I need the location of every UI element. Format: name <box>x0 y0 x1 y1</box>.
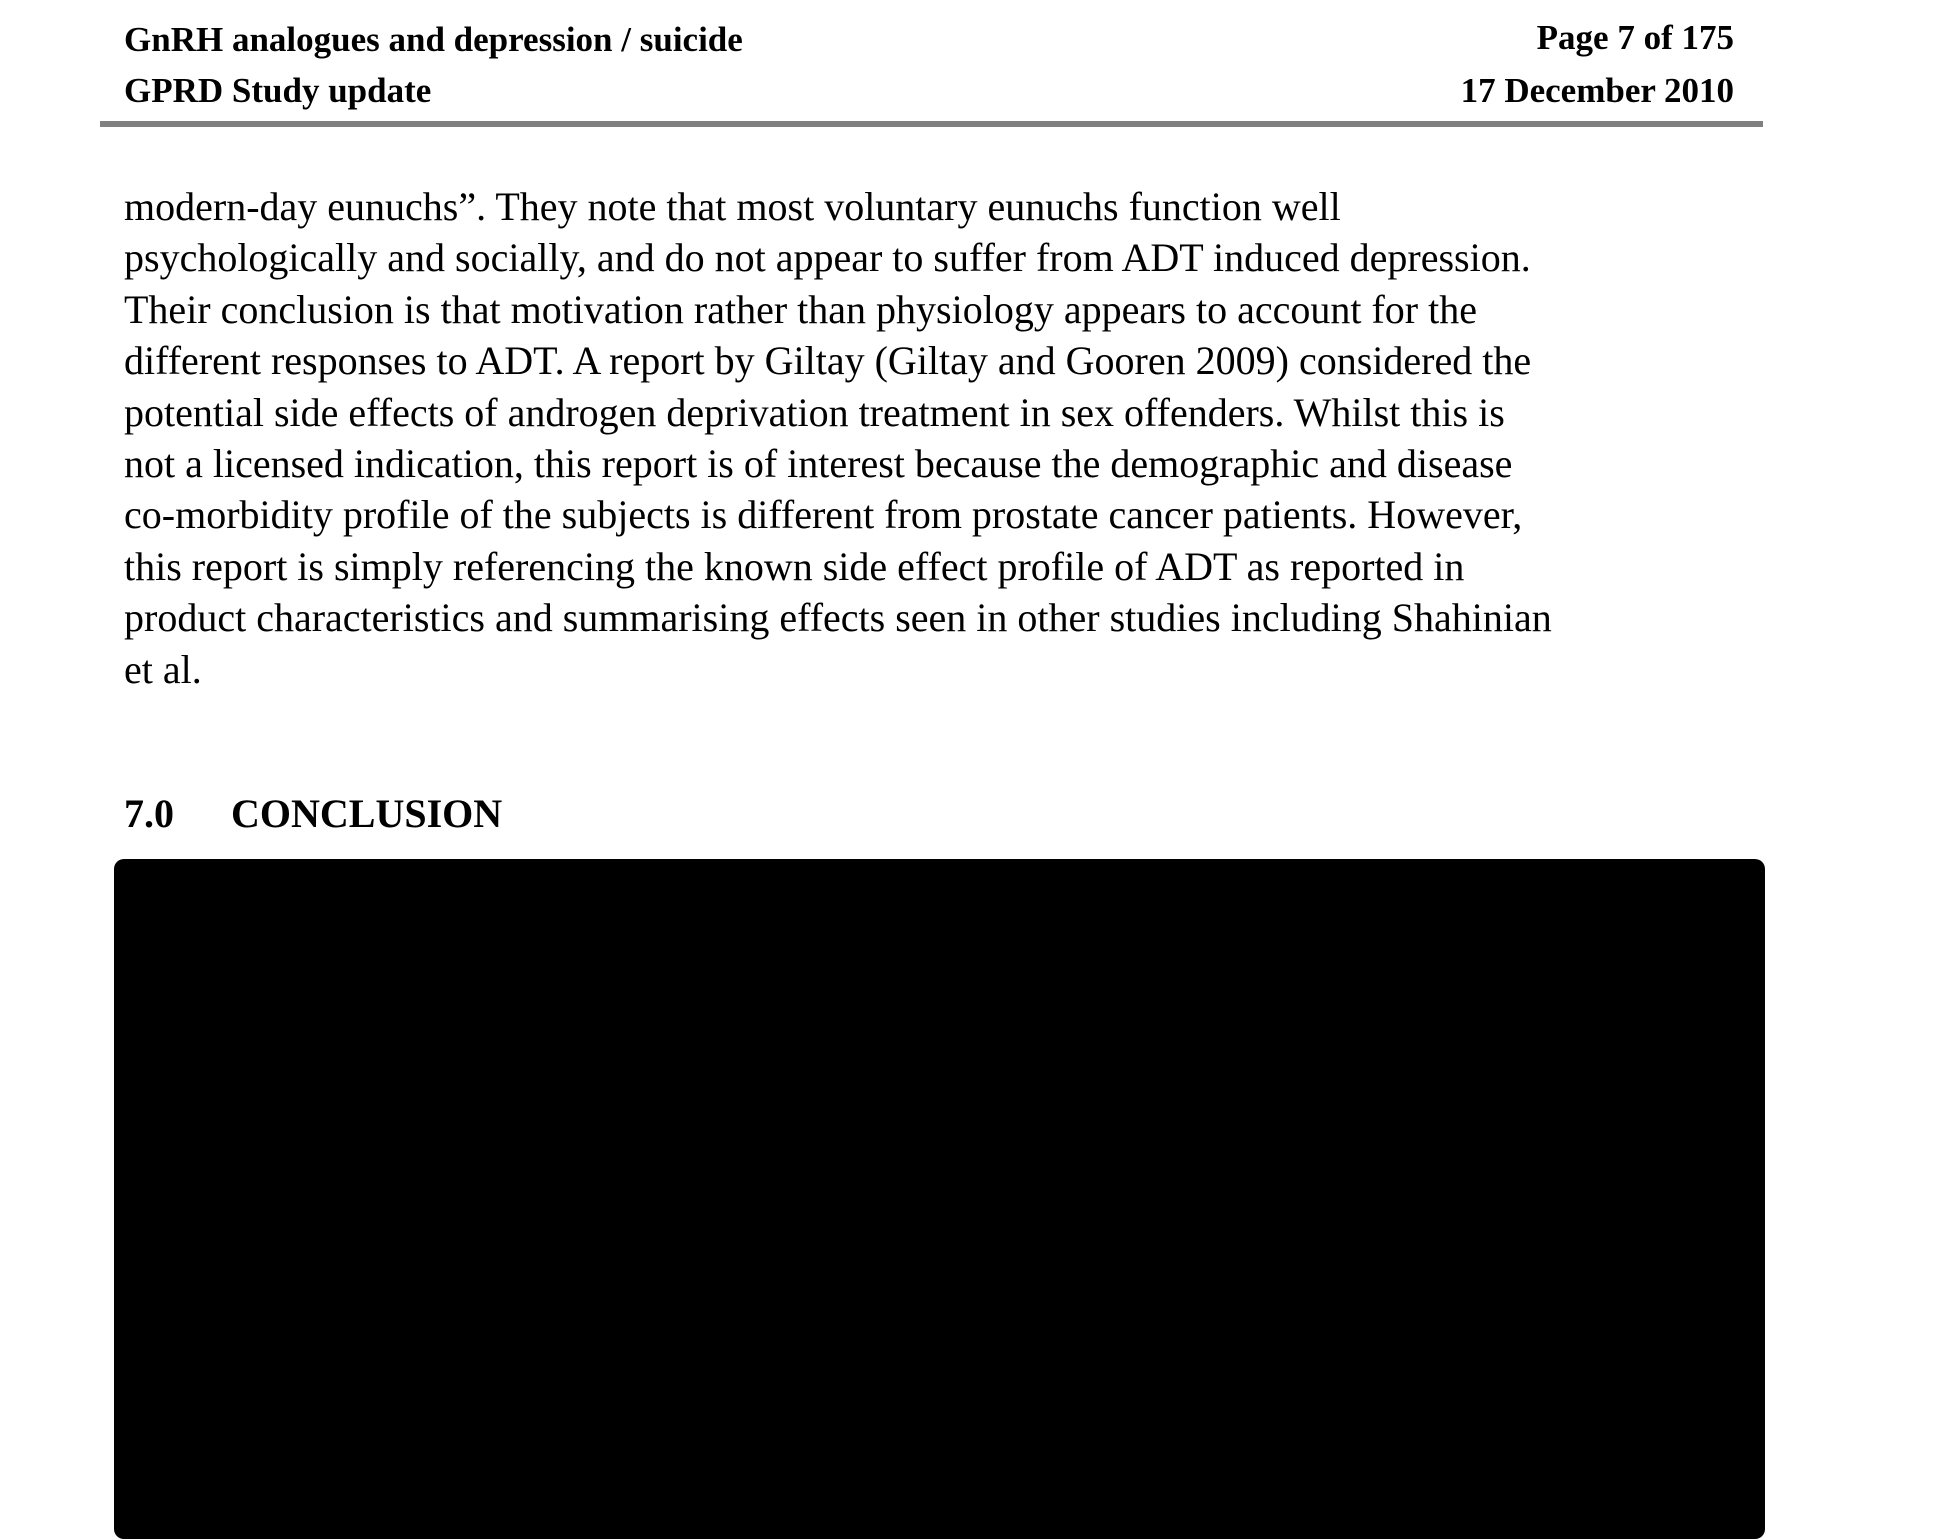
body-line: this report is simply referencing the known side effect profile of ADT as reported in <box>124 543 1465 589</box>
header-date: 17 December 2010 <box>1460 71 1734 110</box>
body-line: different responses to ADT. A report by Giltay (Giltay and Gooren 2009) considered the <box>124 338 1532 384</box>
body-line: Their conclusion is that motivation rather than physiology appears to account for the <box>124 286 1477 332</box>
body-line: psychologically and socially, and do not appear to suffer from ADT induced depression. <box>124 235 1531 281</box>
body-line: et al. <box>124 646 202 692</box>
body-paragraph <box>124 181 1744 695</box>
header-page-label: Page 7 of 175 <box>1536 18 1734 57</box>
body-line: product characteristics and summarising effects seen in other studies including Shahinian <box>124 595 1552 641</box>
section-heading <box>124 790 502 838</box>
body-line: not a licensed indication, this report is of interest because the demographic and disease <box>124 441 1513 487</box>
header-title: GnRH analogues and depression / suicide <box>124 20 743 59</box>
body-line: co-morbidity profile of the subjects is different from prostate cancer patients. However, <box>124 492 1523 538</box>
body-line: modern-day eunuchs”. They note that most voluntary eunuchs function well <box>124 184 1341 229</box>
section-number: 7.0 <box>124 791 174 836</box>
section-title: CONCLUSION <box>231 791 503 836</box>
header-divider <box>100 121 1763 127</box>
redaction-block <box>114 859 1765 1539</box>
body-line: potential side effects of androgen deprivation treatment in sex offenders. Whilst this is <box>124 389 1505 435</box>
header-subtitle: GPRD Study update <box>124 71 432 110</box>
